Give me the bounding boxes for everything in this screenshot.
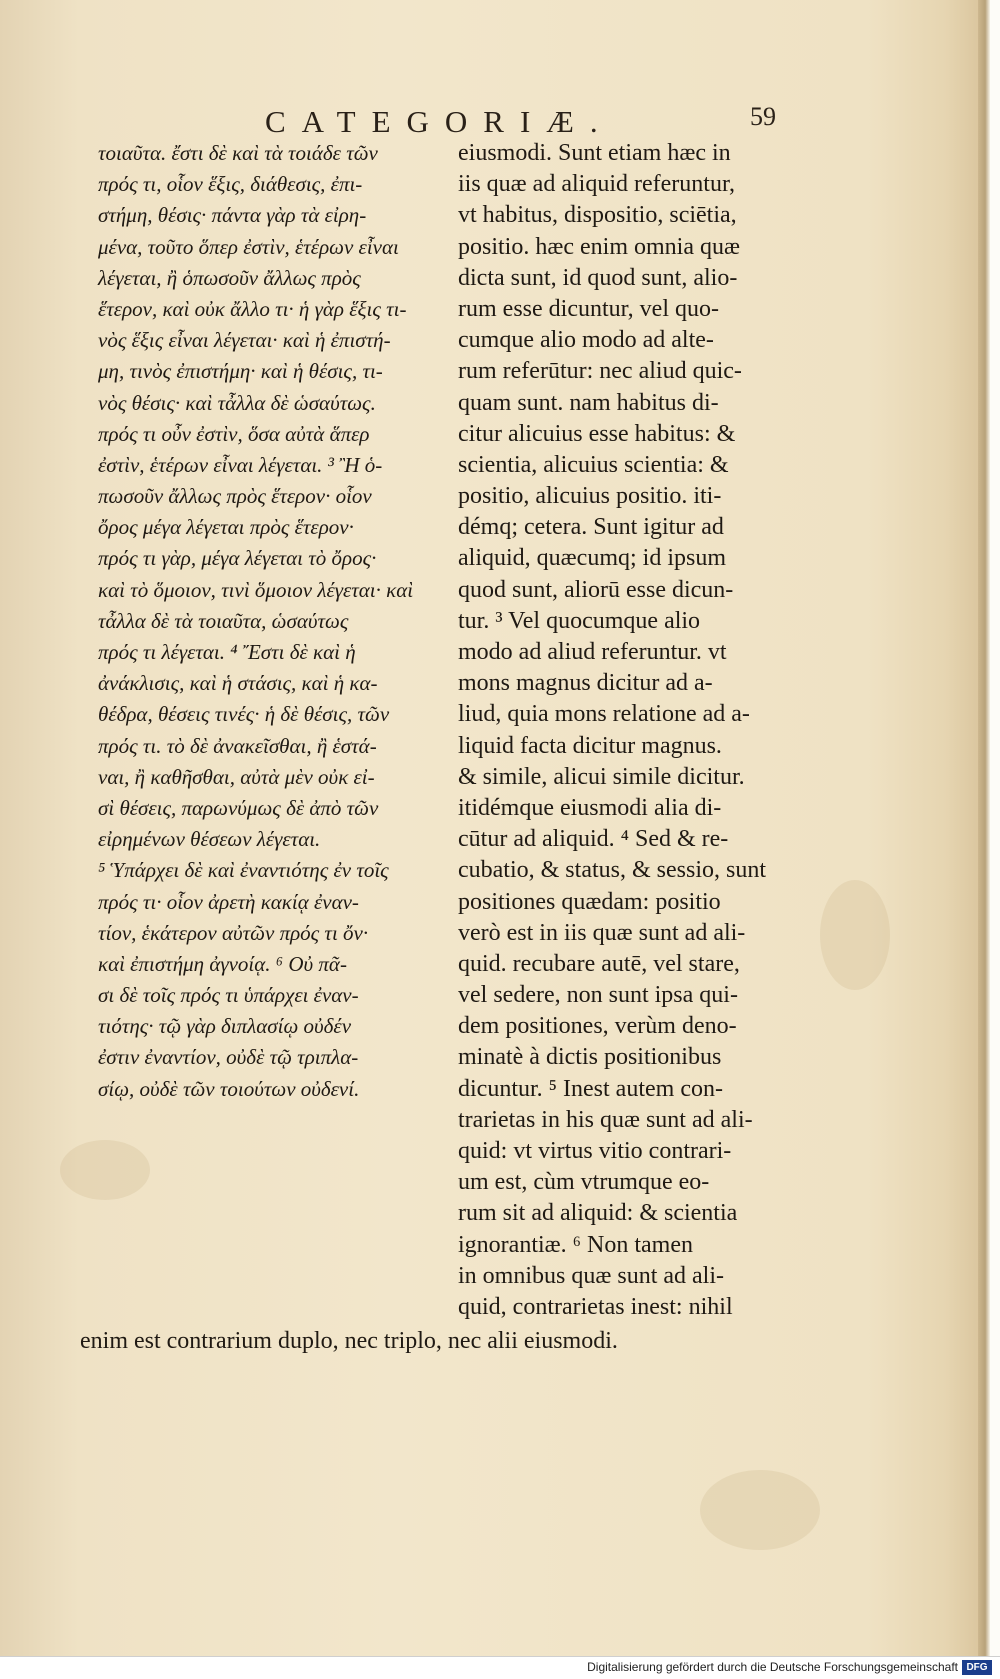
latin-text-line: iis quæ ad aliquid referuntur,: [458, 171, 735, 198]
latin-text-line: quod sunt, aliorū esse dicun-: [458, 576, 734, 603]
latin-text-line: positio. hæc enim omnia quæ: [458, 233, 740, 260]
greek-text-line: ἐστιν ἐναντίον, οὐδὲ τῷ τριπλα-: [98, 1045, 359, 1070]
latin-text-line: rum esse dicuntur, vel quo-: [458, 295, 719, 322]
greek-text-line: σὶ θέσεις, παρωνύμως δὲ ἀπὸ τῶν: [98, 795, 379, 820]
greek-text-line: ναι, ἢ καθῆσθαι, αὐτὰ μὲν οὐκ εἰ-: [98, 764, 375, 789]
greek-text-line: λέγεται, ἢ ὁπωσοῦν ἄλλως πρὸς: [98, 265, 361, 290]
latin-text-line: quid: vt virtus vitio contrari-: [458, 1138, 732, 1164]
latin-text-line: rum sit ad aliquid: & scientia: [458, 1200, 738, 1227]
latin-text-column: [458, 138, 798, 1323]
latin-text-line: trarietas in his quæ sunt ad ali-: [458, 1106, 753, 1133]
latin-text-line: dem positiones, verùm deno-: [458, 1013, 737, 1040]
greek-text-line: πωσοῦν ἄλλως πρὸς ἕτερον· οἷον: [98, 484, 372, 509]
latin-text-line: quid. recubare autē, vel stare,: [458, 950, 740, 977]
latin-text-line: cūtur ad aliquid. ⁴ Sed & re-: [458, 826, 729, 853]
latin-text-line: vt habitus, dispositio, sciētia,: [458, 202, 737, 229]
greek-text-line: ἀνάκλισις, καὶ ἡ στάσις, καὶ ἡ κα-: [98, 671, 378, 696]
latin-text-line: liud, quia mons relatione ad a-: [458, 701, 750, 728]
latin-text-line: eiusmodi. Sunt etiam hæc in: [458, 140, 731, 166]
latin-text-line: aliquid, quæcumq; id ipsum: [458, 545, 726, 572]
latin-text-line: cumque alio modo ad alte-: [458, 327, 714, 354]
footer-credit: Digitalisierung gefördert durch die Deutsche Forschungsgemeinschaft: [587, 1660, 958, 1674]
greek-text-line: πρός τι γὰρ, μέγα λέγεται τὸ ὄρος·: [98, 546, 377, 571]
latin-text-line: citur alicuius esse habitus: &: [458, 420, 736, 447]
latin-text-line: modo ad aliud referuntur. vt: [458, 639, 727, 665]
latin-text-line: dicuntur. ⁵ Inest autem con-: [458, 1075, 723, 1102]
dfg-logo-icon: DFG: [962, 1660, 992, 1675]
greek-text-line: σίῳ, οὐδὲ τῶν τοιούτων οὐδενί.: [98, 1076, 360, 1101]
latin-text-line: scientia, alicuius scientia: &: [458, 451, 729, 478]
latin-text-line: verò est in iis quæ sunt ad ali-: [458, 919, 746, 946]
greek-text-line: καὶ τὸ ὅμοιον, τινὶ ὅμοιον λέγεται· καὶ: [98, 577, 414, 602]
latin-text-line: positio, alicuius positio. iti-: [458, 483, 722, 510]
greek-text-line: ὄρος μέγα λέγεται πρὸς ἕτερον·: [98, 515, 354, 540]
greek-text-line: θέδρα, θέσεις τινές· ἡ δὲ θέσις, τῶν: [98, 702, 390, 727]
greek-text-line: ἐστὶν, ἑτέρων εἶναι λέγεται. ³ Ἢ ὁ-: [98, 452, 383, 477]
latin-text-line: positiones quædam: positio: [458, 888, 721, 915]
greek-text-line: καὶ ἐπιστήμη ἀγνοίᾳ. ⁶ Οὐ πᾶ-: [98, 951, 347, 976]
paper-stain: [700, 1470, 820, 1550]
latin-text-line: cubatio, & status, & sessio, sunt: [458, 857, 766, 884]
latin-text-line: ignorantiæ. ⁶ Non tamen: [458, 1231, 693, 1258]
greek-text-line: πρός τι· οἷον ἀρετὴ κακίᾳ ἐναν-: [98, 889, 359, 914]
latin-text-line: itidémque eiusmodi alia di-: [458, 794, 722, 821]
latin-text-line: um est, cùm vtrumque eo-: [458, 1169, 710, 1196]
latin-text-line: liquid facta dicitur magnus.: [458, 732, 722, 759]
greek-text-line: τἆλλα δὲ τὰ τοιαῦτα, ὡσαύτως: [98, 608, 349, 633]
latin-text-line: vel sedere, non sunt ipsa qui-: [458, 982, 738, 1009]
latin-text-line: quid, contrarietas inest: nihil: [458, 1293, 733, 1320]
latin-text-line: mons magnus dicitur ad a-: [458, 670, 713, 697]
latin-text-line: dicta sunt, id quod sunt, alio-: [458, 264, 738, 291]
greek-text-line: νὸς ἕξις εἶναι λέγεται· καὶ ἡ ἐπιστή-: [98, 328, 391, 353]
greek-text-line: ἕτερον, καὶ οὐκ ἄλλο τι· ἡ γὰρ ἕξις τι-: [98, 296, 407, 321]
latin-text-line: in omnibus quæ sunt ad ali-: [458, 1262, 724, 1289]
greek-text-line: μένα, τοῦτο ὅπερ ἐστὶν, ἑτέρων εἶναι: [98, 234, 399, 259]
greek-text-line: πρός τι. τὸ δὲ ἀνακεῖσθαι, ἢ ἑστά-: [98, 733, 377, 758]
greek-text-line: πρός τι λέγεται. ⁴ Ἔστι δὲ καὶ ἡ: [98, 640, 356, 664]
folio-number: 59: [750, 102, 776, 131]
greek-text-line: σι δὲ τοῖς πρός τι ὑπάρχει ἐναν-: [98, 983, 359, 1008]
latin-text-line: & simile, alicui simile dicitur.: [458, 763, 745, 790]
latin-text-line: rum referūtur: nec aliud quic-: [458, 358, 742, 385]
page-edge: [978, 0, 990, 1656]
greek-text-line: τοιαῦτα. ἔστι δὲ καὶ τὰ τοιάδε τῶν: [98, 141, 378, 165]
latin-spill-line: enim est contrarium duplo, nec triplo, nec alii eiusmodi.: [80, 1328, 618, 1354]
greek-text-column: [98, 138, 443, 1105]
paper-stain: [60, 1140, 150, 1200]
greek-text-line: εἰρημένων θέσεων λέγεται.: [98, 827, 321, 852]
greek-text-line: νὸς θέσις· καὶ τἆλλα δὲ ὡσαύτως.: [98, 390, 376, 415]
greek-text-line: πρός τι, οἷον ἕξις, διάθεσις, ἐπι-: [98, 172, 363, 197]
greek-text-line: ⁵ Ὑπάρχει δὲ καὶ ἐναντιότης ἐν τοῖς: [98, 858, 389, 883]
greek-text-line: στήμη, θέσις· πάντα γὰρ τὰ εἰρη-: [98, 203, 367, 228]
latin-text-line: tur. ³ Vel quocumque alio: [458, 607, 701, 634]
greek-text-line: μη, τινὸς ἐπιστήμη· καὶ ἡ θέσις, τι-: [98, 359, 383, 384]
latin-text-line: quam sunt. nam habitus di-: [458, 389, 719, 416]
greek-text-line: πρός τι οὖν ἐστὶν, ὅσα αὐτὰ ἅπερ: [98, 421, 370, 446]
latin-text-line: démq; cetera. Sunt igitur ad: [458, 514, 724, 541]
greek-text-line: τίον, ἑκάτερον αὐτῶν πρός τι ὄν·: [98, 920, 369, 945]
greek-text-line: τιότης· τῷ γὰρ διπλασίῳ οὐδέν: [98, 1014, 352, 1039]
paper-stain: [820, 880, 890, 990]
digitization-footer: [0, 1656, 1000, 1679]
latin-text-line: minatè à dictis positionibus: [458, 1044, 722, 1071]
running-head: CATEGORIÆ.: [265, 104, 614, 139]
